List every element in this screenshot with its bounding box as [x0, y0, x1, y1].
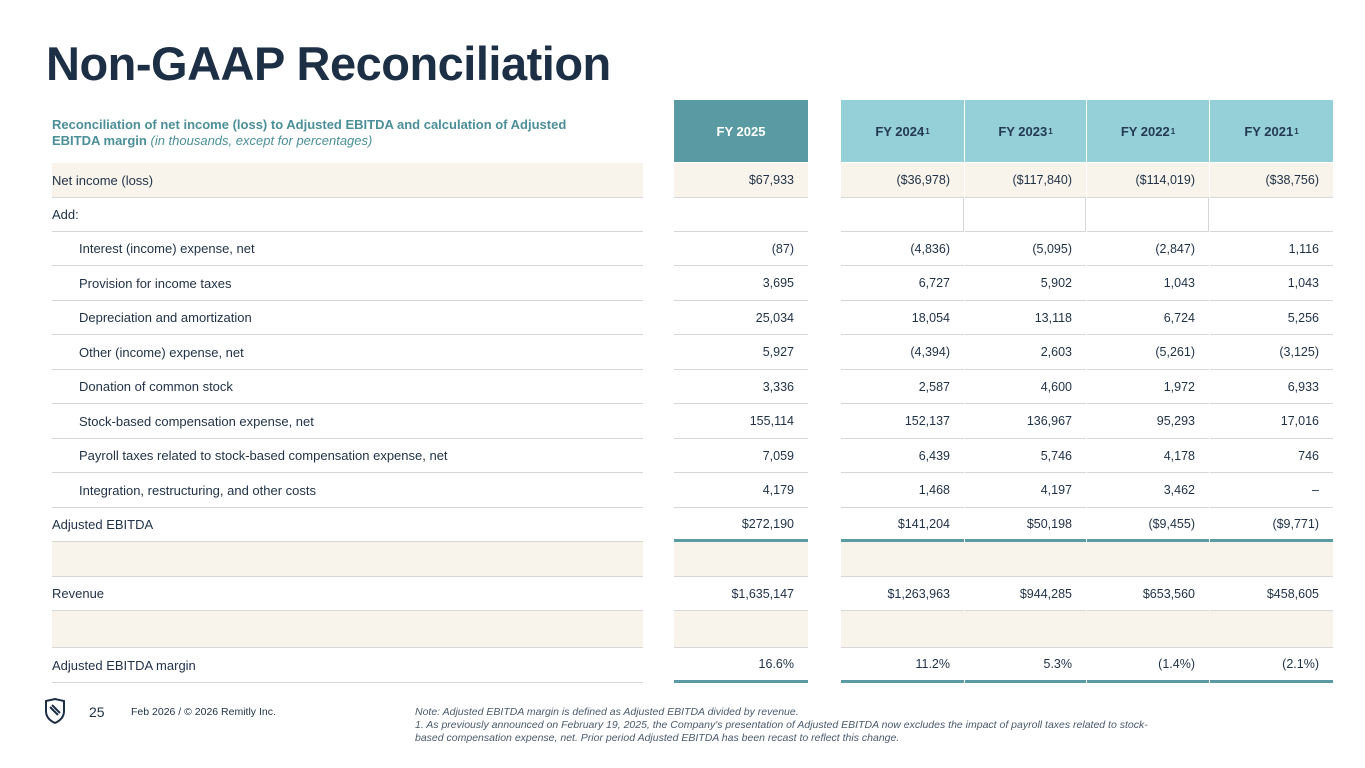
table-row — [0, 508, 1365, 542]
table-cell — [841, 198, 964, 232]
table-cell — [1087, 198, 1209, 232]
row-label: Stock-based compensation expense, net — [52, 404, 643, 439]
row-label: Adjusted EBITDA margin — [52, 648, 643, 683]
column-header-label: FY 2023 — [998, 123, 1048, 139]
table-cell: $458,605 — [1210, 577, 1333, 611]
table-cell: 155,114 — [674, 404, 808, 439]
row-label: Net income (loss) — [52, 163, 643, 198]
table-cell: 4,179 — [674, 473, 808, 508]
table-cell: ($117,840) — [965, 163, 1086, 198]
table-cell: $50,198 — [965, 508, 1086, 542]
table-cell: 5,746 — [965, 439, 1086, 473]
table-row — [0, 266, 1365, 301]
table-row — [0, 335, 1365, 370]
table-cell: 13,118 — [965, 301, 1086, 335]
table-cell: $653,560 — [1087, 577, 1209, 611]
table-row — [0, 611, 1365, 648]
table-description-units: (in thousands, except for percentages) — [150, 133, 373, 148]
table-cell: 746 — [1210, 439, 1333, 473]
table-cell: $1,635,147 — [674, 577, 808, 611]
table-cell: 1,116 — [1210, 232, 1333, 266]
table-cell: 4,178 — [1087, 439, 1209, 473]
table-cell: ($38,756) — [1210, 163, 1333, 198]
table-cell: 1,972 — [1087, 370, 1209, 404]
footnote-line-1: Note: Adjusted EBITDA margin is defined as Adjusted EBITDA divided by revenue. — [415, 706, 799, 718]
table-cell: 11.2% — [841, 648, 964, 683]
table-cell: 6,724 — [1087, 301, 1209, 335]
page-title: Non-GAAP Reconciliation — [46, 37, 611, 90]
table-cell: 6,439 — [841, 439, 964, 473]
table-cell: (4,836) — [841, 232, 964, 266]
column-header-fy-2023 — [965, 100, 1086, 162]
row-label: Revenue — [52, 577, 643, 611]
column-header-fy-2021 — [1210, 100, 1333, 162]
table-cell: ($9,455) — [1087, 508, 1209, 542]
column-header-label: FY 2021 — [1244, 123, 1294, 139]
table-cell: 3,695 — [674, 266, 808, 301]
footnote-marker: 1 — [1048, 126, 1053, 136]
table-cell: ($114,019) — [1087, 163, 1209, 198]
table-cell: 5,927 — [674, 335, 808, 370]
column-header-fy-2024 — [841, 100, 964, 162]
table-cell: 16.6% — [674, 648, 808, 683]
table-cell: $272,190 — [674, 508, 808, 542]
table-row — [0, 473, 1365, 508]
spacer-cell — [841, 611, 1333, 648]
table-row — [0, 439, 1365, 473]
table-row — [0, 542, 1365, 577]
table-cell: – — [1210, 473, 1333, 508]
table-row — [0, 232, 1365, 266]
table-cell: (5,261) — [1087, 335, 1209, 370]
table-cell: (2,847) — [1087, 232, 1209, 266]
column-header-label: FY 2025 — [716, 123, 766, 139]
table-cell: 3,336 — [674, 370, 808, 404]
footnote — [415, 706, 1175, 745]
row-label — [52, 542, 643, 577]
column-header-label: FY 2024 — [875, 123, 925, 139]
table-cell: (87) — [674, 232, 808, 266]
table-cell: 2,587 — [841, 370, 964, 404]
footnote-marker: 1 — [1294, 126, 1299, 136]
table-description — [52, 117, 612, 149]
table-cell: 95,293 — [1087, 404, 1209, 439]
spacer-cell — [674, 542, 808, 577]
table-row — [0, 163, 1365, 198]
row-label: Depreciation and amortization — [52, 301, 643, 335]
table-cell: 18,054 — [841, 301, 964, 335]
table-cell: (2.1%) — [1210, 648, 1333, 683]
table-cell: $944,285 — [965, 577, 1086, 611]
table-cell: 1,043 — [1210, 266, 1333, 301]
table-row — [0, 370, 1365, 404]
table-cell: 152,137 — [841, 404, 964, 439]
table-cell: 5,902 — [965, 266, 1086, 301]
row-label: Interest (income) expense, net — [52, 232, 643, 266]
table-cell — [965, 198, 1086, 232]
column-header-fy-2025 — [674, 100, 808, 162]
table-cell: 3,462 — [1087, 473, 1209, 508]
remitly-logo-icon — [44, 698, 66, 724]
table-row — [0, 577, 1365, 611]
table-cell: (1.4%) — [1087, 648, 1209, 683]
row-label: Add: — [52, 198, 643, 232]
column-header-label: FY 2022 — [1120, 123, 1170, 139]
table-cell: 136,967 — [965, 404, 1086, 439]
table-cell: $67,933 — [674, 163, 808, 198]
table-cell: 25,034 — [674, 301, 808, 335]
table-cell: (3,125) — [1210, 335, 1333, 370]
row-label: Provision for income taxes — [52, 266, 643, 301]
table-cell: 1,043 — [1087, 266, 1209, 301]
table-cell: 6,933 — [1210, 370, 1333, 404]
row-label: Integration, restructuring, and other costs — [52, 473, 643, 508]
table-cell: 7,059 — [674, 439, 808, 473]
table-cell: 17,016 — [1210, 404, 1333, 439]
column-header-fy-2022 — [1087, 100, 1209, 162]
table-cell: ($9,771) — [1210, 508, 1333, 542]
row-label — [52, 611, 643, 648]
table-row — [0, 301, 1365, 335]
table-cell: (5,095) — [965, 232, 1086, 266]
table-description-main: Reconciliation of net income (loss) to Adjusted EBITDA and calculation of Adjusted EBITDA margin — [52, 117, 567, 148]
spacer-cell — [841, 542, 1333, 577]
footnote-marker: 1 — [925, 126, 930, 136]
footnote-line-2: 1. As previously announced on February 19, 2025, the Company's presentation of Adjusted EBITDA now excludes the impact of payroll taxes related to stock-based compensation expense, net. Prior period Adjusted EBITDA has been recast to reflect this change. — [415, 719, 1148, 744]
table-cell — [674, 198, 808, 232]
row-label: Adjusted EBITDA — [52, 508, 643, 542]
page-number: 25 — [89, 704, 105, 720]
row-label: Payroll taxes related to stock-based compensation expense, net — [52, 439, 643, 473]
table-cell: 6,727 — [841, 266, 964, 301]
table-cell: 1,468 — [841, 473, 964, 508]
spacer-cell — [674, 611, 808, 648]
row-label: Other (income) expense, net — [52, 335, 643, 370]
table-cell: 4,600 — [965, 370, 1086, 404]
table-cell: 2,603 — [965, 335, 1086, 370]
footer-copyright: Feb 2026 / © 2026 Remitly Inc. — [131, 706, 276, 718]
table-row — [0, 198, 1365, 232]
table-cell — [1210, 198, 1333, 232]
table-cell: 5.3% — [965, 648, 1086, 683]
table-row — [0, 404, 1365, 439]
table-cell: $141,204 — [841, 508, 964, 542]
table-cell: 4,197 — [965, 473, 1086, 508]
footnote-marker: 1 — [1170, 126, 1176, 136]
table-cell: $1,263,963 — [841, 577, 964, 611]
table-cell: 5,256 — [1210, 301, 1333, 335]
table-cell: (4,394) — [841, 335, 964, 370]
table-cell: ($36,978) — [841, 163, 964, 198]
row-label: Donation of common stock — [52, 370, 643, 404]
table-row — [0, 648, 1365, 683]
